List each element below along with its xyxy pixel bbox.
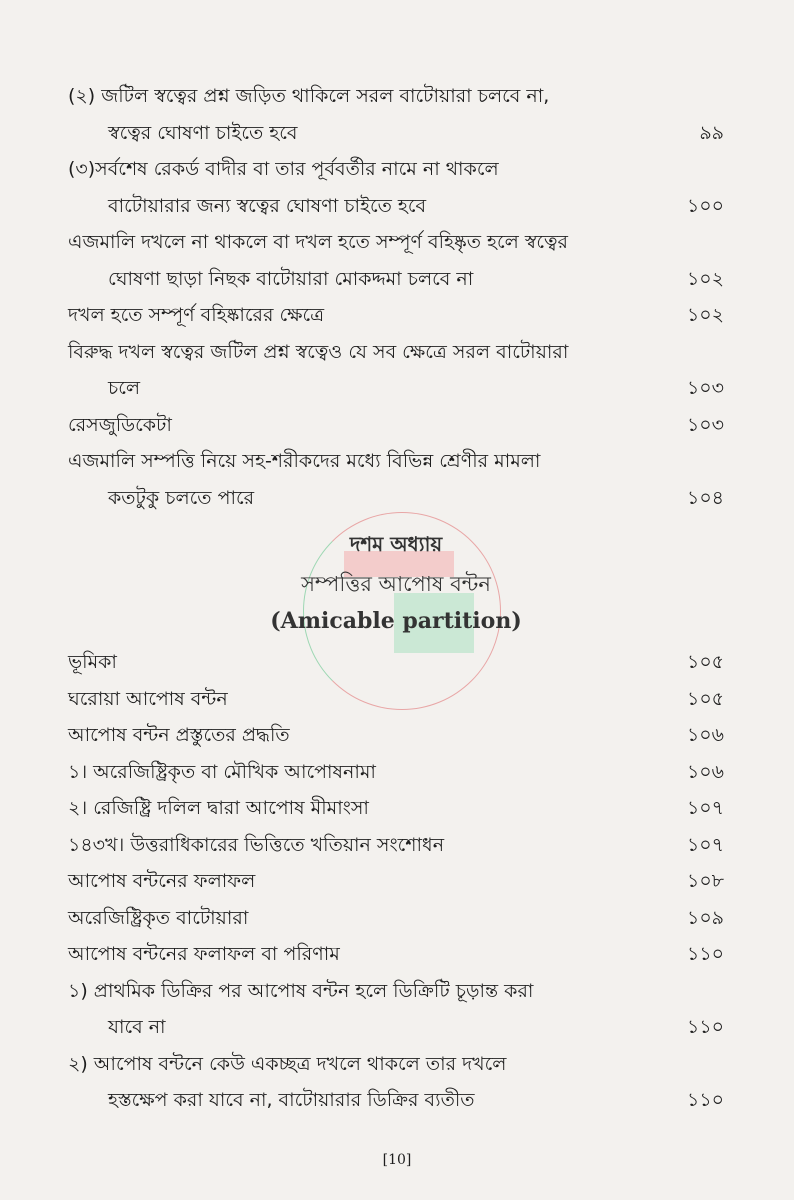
toc-entry [68, 973, 724, 1010]
toc-entry-text: এজমালি দখলে না থাকলে বা দখল হতে সম্পূর্ণ বহিষ্কৃত হলে স্বত্বের [68, 231, 569, 253]
toc-entry-page: ১০৬ [686, 724, 724, 746]
toc-page [68, 78, 724, 1119]
toc-entry-text: ২) আপোষ বন্টনে কেউ একচ্ছত্র দখলে থাকলে তার দখলে [68, 1052, 507, 1075]
toc-entry [68, 863, 724, 900]
toc-entry-text: ২। রেজিষ্ট্রি দলিল দ্বারা আপোষ মীমাংসা [68, 797, 369, 819]
toc-entry-text: ১। অরেজিষ্ট্রিকৃত বা মৌখিক আপোষনামা [68, 760, 376, 783]
chapter-subtitle: (Amicable partition) [270, 608, 522, 634]
toc-entry-page: ১০২ [686, 304, 724, 326]
toc-entry [68, 681, 724, 718]
toc-entry-text: বাটোয়ারার জন্য স্বত্বের ঘোষণা চাইতে হবে [108, 194, 427, 217]
toc-entry-text: ঘরোয়া আপোষ বন্টন [68, 687, 228, 710]
toc-entry-text: দখল হতে সম্পূর্ণ বহিষ্কারের ক্ষেত্রে [68, 304, 325, 326]
toc-entry [68, 261, 724, 298]
page-number: [10] [382, 1152, 412, 1168]
toc-entry-page: ১০৭ [686, 833, 724, 856]
toc-entry [68, 188, 724, 225]
toc-entry-text: স্বত্বের ঘোষণা চাইতে হবে [108, 121, 298, 144]
toc-entry-page: ১০৫ [686, 687, 724, 710]
toc-entry-page: ১০৬ [686, 760, 724, 783]
toc-entry [68, 407, 724, 444]
toc-entry [68, 115, 724, 152]
toc-entry-page: ১০৫ [686, 651, 724, 673]
toc-entry-page: ১০৯ [686, 906, 724, 929]
toc-entry-text: রেসজুডিকেটা [68, 413, 172, 436]
toc-entry [68, 151, 724, 188]
toc-entry-text: বিরুদ্ধ দখল স্বত্বের জটিল প্রশ্ন স্বত্বেও যে সব ক্ষেত্রে সরল বাটোয়ারা [68, 340, 569, 363]
toc-entry [68, 297, 724, 334]
toc-entry-page: ১০৩ [686, 413, 724, 436]
toc-entry-page: ১১০ [686, 943, 724, 965]
chapter-heading [68, 516, 724, 644]
toc-entry [68, 1046, 724, 1083]
toc-entry [68, 754, 724, 791]
toc-section-bottom [68, 644, 724, 1119]
toc-entry [68, 370, 724, 407]
toc-entry-page: ১১০ [686, 1016, 724, 1038]
toc-entry-text: আপোষ বন্টন প্রস্তুতের প্রদ্ধতি [68, 724, 290, 746]
toc-entry-text: আপোষ বন্টনের ফলাফল বা পরিণাম [68, 943, 340, 965]
toc-entry-text: ঘোষণা ছাড়া নিছক বাটোয়ারা মোকদ্দমা চলবে না [108, 267, 474, 290]
toc-entry-page: ১০৭ [686, 797, 724, 819]
toc-entry-page: ১০২ [686, 267, 724, 290]
chapter-title: সম্পত্তির আপোষ বন্টন [301, 572, 491, 596]
toc-entry [68, 224, 724, 261]
toc-entry [68, 334, 724, 371]
toc-entry-text: এজমালি সম্পত্তি নিয়ে সহ-শরীকদের মধ্যে বিভিন্ন শ্রেণীর মামলা [68, 450, 541, 472]
toc-entry-text: কতটুকু চলতে পারে [108, 486, 255, 509]
toc-entry [68, 1009, 724, 1046]
toc-entry-text: চলে [108, 377, 141, 399]
toc-entry [68, 78, 724, 115]
toc-entry-page: ১০৮ [686, 870, 724, 892]
toc-entry [68, 1082, 724, 1119]
toc-entry-text: আপোষ বন্টনের ফলাফল [68, 870, 256, 892]
toc-entry-page: ১১০ [686, 1089, 724, 1111]
toc-entry-text: ভূমিকা [68, 651, 117, 673]
toc-entry [68, 900, 724, 937]
toc-entry-page: ১০৪ [686, 486, 724, 509]
toc-entry-text: হস্তক্ষেপ করা যাবে না, বাটোয়ারার ডিক্রির ব্যতীত [108, 1089, 475, 1111]
toc-entry-text: ১৪৩খ। উত্তরাধিকারের ভিত্তিতে খতিয়ান সংশোধন [68, 833, 445, 856]
toc-entry [68, 443, 724, 480]
toc-entry-text: যাবে না [108, 1016, 166, 1038]
toc-entry [68, 936, 724, 973]
toc-entry [68, 717, 724, 754]
toc-entry-page: ৯৯ [699, 121, 724, 144]
toc-entry-page: ১০০ [686, 194, 724, 217]
toc-entry [68, 790, 724, 827]
chapter-number: দশম অধ্যায় [349, 532, 443, 556]
toc-section-top [68, 78, 724, 516]
toc-entry-text: অরেজিষ্ট্রিকৃত বাটোয়ারা [68, 906, 249, 929]
toc-entry-text: (২) জটিল স্বত্বের প্রশ্ন জড়িত থাকিলে সরল বাটোয়ারা চলবে না, [68, 85, 550, 107]
toc-entry-text: ১) প্রাথমিক ডিক্রির পর আপোষ বন্টন হলে ডিক্রিটি চূড়ান্ত করা [68, 979, 534, 1002]
toc-entry-page: ১০৩ [686, 377, 724, 399]
toc-entry-text: (৩)সর্বশেষ রেকর্ড বাদীর বা তার পূর্ববর্তীর নামে না থাকলে [68, 158, 499, 180]
toc-entry [68, 644, 724, 681]
toc-entry [68, 827, 724, 864]
toc-entry [68, 480, 724, 517]
